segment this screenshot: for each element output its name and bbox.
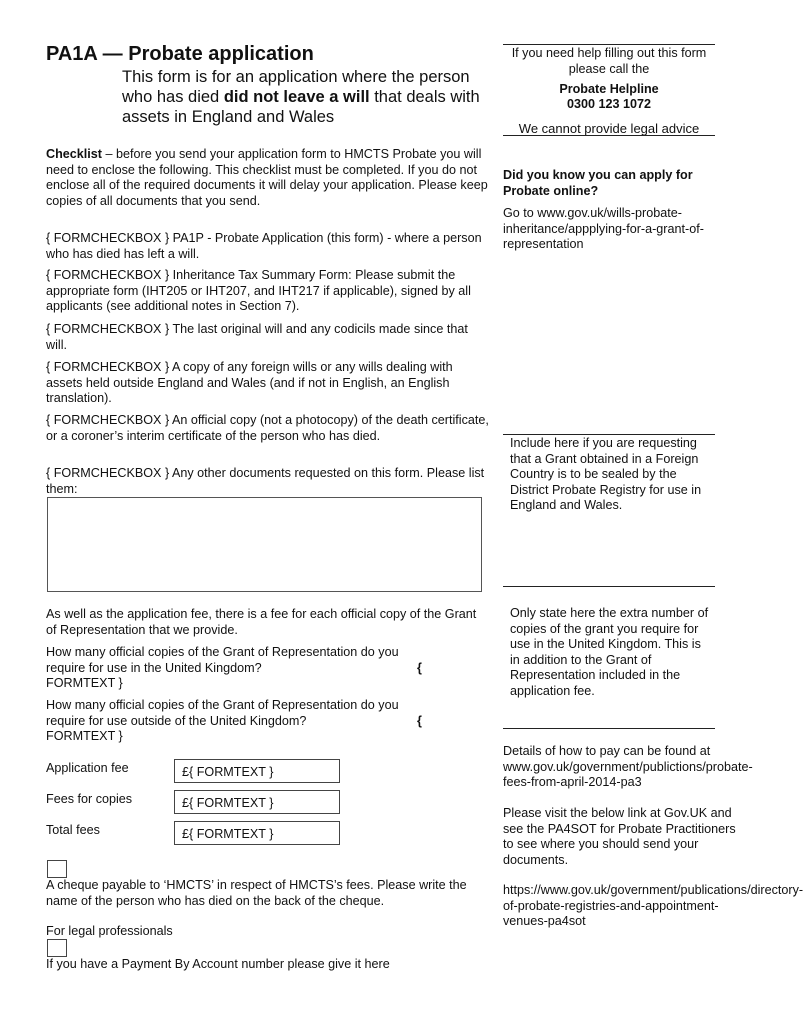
copies-note: Only state here the extra number of copies of the grant you require for use in the United Kingdom. This is in addition to the Grant of Representation included in the application fee. <box>510 606 709 698</box>
online-link-text[interactable]: Go to www.gov.uk/wills-probate-inheritance/appplying-for-a-grant-of-representation <box>503 206 704 251</box>
checklist-item <box>46 466 490 497</box>
pba-checkbox[interactable] <box>47 939 67 957</box>
checklist-heading: Checklist <box>46 147 102 161</box>
checklist-item-text: A copy of any foreign wills or any wills dealing with assets held outside England and Wales (and if not in English, an English translation). <box>46 360 453 405</box>
checklist-item-text: The last original will and any codicils made since that will. <box>46 322 468 352</box>
page-title: PA1A — Probate application <box>46 43 314 65</box>
checklist-item-text: Inheritance Tax Summary Form: Please submit the appropriate form (IHT205 or IHT207, and IHT217 if applicable), signed by all applicants (see additional notes in Section 7). <box>46 268 471 313</box>
application-fee-label: Application fee <box>46 761 129 775</box>
subtitle-pre: This form is for an application where the person who has died <box>122 68 470 106</box>
subtitle-post: that deals with assets in England and Wales <box>122 88 480 126</box>
cheque-text: A cheque payable to ‘HMCTS’ in respect of HMCTS’s fees. Please write the name of the person who has died on the back of the cheque. <box>46 878 467 908</box>
pa4sot-info: Please visit the below link at Gov.UK and see the PA4SOT for Probate Practitioners to see where you should send your documents. <box>503 806 736 867</box>
help-bottom-rule <box>503 135 715 136</box>
checklist-item-text: PA1P - Probate Application (this form) - where a person who has died has left a will. <box>46 231 482 261</box>
total-fee-field[interactable]: £{ FORMTEXT } <box>174 821 340 845</box>
checklist-item <box>46 413 490 444</box>
help-top-rule <box>503 44 715 45</box>
fees-intro: As well as the application fee, there is a fee for each official copy of the Grant of Representation that we provide. <box>46 607 477 637</box>
checklist-item-text: An official copy (not a photocopy) of the death certificate, or a coroner’s interim certificate of the person who has died. <box>46 413 489 443</box>
page-subtitle <box>122 67 487 127</box>
pay-info: Details of how to pay can be found at www.gov.uk/government/publictions/probate-fees-from-april-2014-pa3 <box>503 744 753 789</box>
foreign-grant-note: Include here if you are requesting that a Grant obtained in a Foreign Country is to be sealed by the District Probate Registry for use in England and Wales. <box>510 436 702 512</box>
form-checkbox[interactable]: { FORMCHECKBOX } <box>46 322 170 336</box>
copies-uk-field-open[interactable]: { <box>417 661 422 675</box>
checklist-item <box>46 231 490 262</box>
helpline-number: 0300 123 1072 <box>566 97 652 111</box>
legal-professionals-heading: For legal professionals <box>46 924 173 938</box>
total-fee-label: Total fees <box>46 823 100 837</box>
subtitle-bold: did not leave a will <box>223 88 370 106</box>
copies-outside-field-open[interactable]: { <box>417 714 422 728</box>
copies-outside-field[interactable]: FORMTEXT } <box>46 729 123 743</box>
copies-note-bottom-rule <box>503 728 715 729</box>
form-checkbox[interactable]: { FORMCHECKBOX } <box>46 268 170 282</box>
checklist-item <box>46 360 490 407</box>
foreign-note-bottom-rule <box>503 586 715 587</box>
copies-fee-label: Fees for copies <box>46 792 133 806</box>
checklist-intro-text: – before you send your application form to HMCTS Probate you will need to enclose the following. This checklist must be completed. If you do not enclose all of the required documents it will delay your application. Please keep copies of all documents that you send. <box>46 147 488 208</box>
cheque-checkbox[interactable] <box>47 860 67 878</box>
copies-fee-field[interactable]: £{ FORMTEXT } <box>174 790 340 814</box>
checklist-item <box>46 322 490 353</box>
checklist-intro <box>46 147 490 209</box>
helpline-name: Probate Helpline <box>559 82 659 96</box>
online-heading: Did you know you can apply for Probate online? <box>503 168 693 198</box>
copies-uk-question: How many official copies of the Grant of Representation do you require for use in the United Kingdom? <box>46 645 399 675</box>
form-checkbox[interactable]: { FORMCHECKBOX } <box>46 466 170 480</box>
pba-text: If you have a Payment By Account number please give it here <box>46 957 390 971</box>
help-intro: If you need help filling out this form please call the <box>511 46 707 76</box>
pa4sot-url[interactable]: https://www.gov.uk/government/publications/directory-of-probate-registries-and-appointment-venues-pa4sot <box>503 883 803 928</box>
application-fee-field[interactable]: £{ FORMTEXT } <box>174 759 340 783</box>
form-checkbox[interactable]: { FORMCHECKBOX } <box>46 360 170 374</box>
form-checkbox[interactable]: { FORMCHECKBOX } <box>46 413 170 427</box>
foreign-note-top-rule <box>503 434 715 435</box>
copies-outside-question: How many official copies of the Grant of Representation do you require for use outside of the United Kingdom? <box>46 698 399 728</box>
checklist-item-text: Any other documents requested on this form. Please list them: <box>46 466 485 496</box>
other-documents-textarea[interactable] <box>47 497 482 592</box>
checklist-item <box>46 268 490 315</box>
copies-uk-field[interactable]: FORMTEXT } <box>46 676 123 690</box>
form-checkbox[interactable]: { FORMCHECKBOX } <box>46 231 170 245</box>
legal-advice-disclaimer: We cannot provide legal advice <box>518 121 700 136</box>
